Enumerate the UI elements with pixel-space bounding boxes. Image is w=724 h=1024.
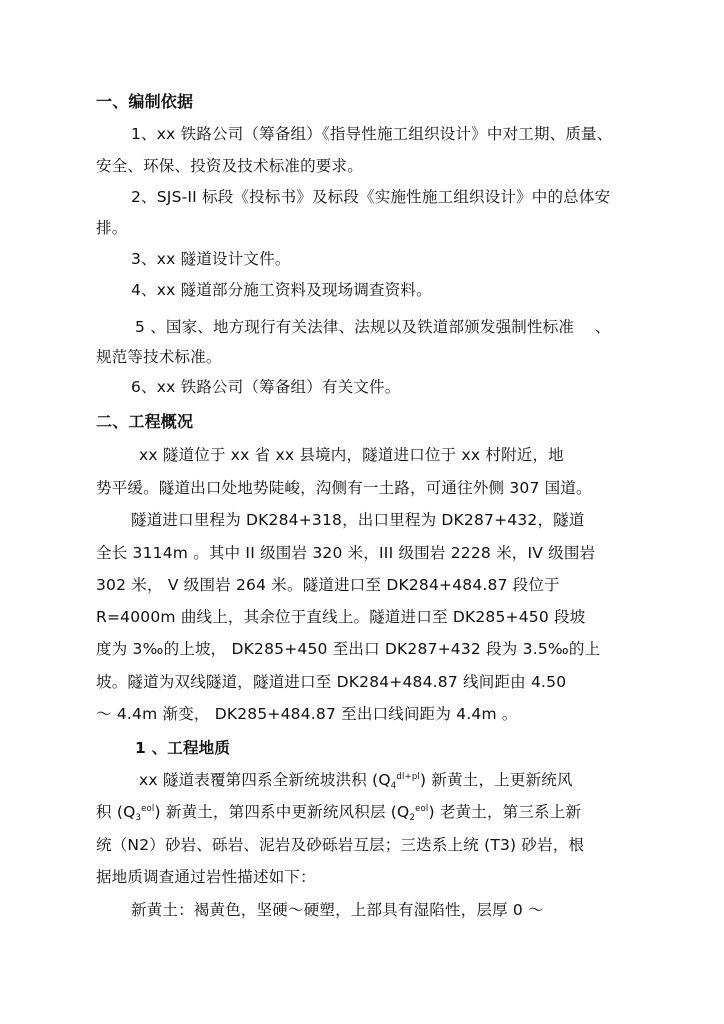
section-heading-overview: 二、工程概况 — [96, 412, 194, 431]
geology-line-5: 新黄土：褐黄色，坚硬～硬塑，上部具有湿陷性，层厚 0 ～ — [131, 901, 544, 919]
geology-line-2-text-c: ) 老黄土，第三系上新 — [428, 803, 582, 821]
geology-subscript: 2 — [409, 813, 416, 823]
basis-item-2-line-1: 2、SJS-II 标段《投标书》及标段《实施性施工组织设计》中的总体安 — [131, 188, 611, 206]
overview-para-1-line-2: 势平缓。隧道出口处地势陡峻，沟侧有一土路，可通往外侧 307 国道。 — [96, 479, 592, 497]
geology-line-2 — [96, 802, 581, 822]
overview-para-2-line-5: 度为 3‰的上坡， DK285+450 至出口 DK287+432 段为 3.5‰的上 — [96, 640, 601, 658]
basis-item-3: 3、xx 隧道设计文件。 — [131, 250, 291, 268]
overview-para-2-line-1: 隧道进口里程为 DK284+318，出口里程为 DK287+432，隧道 — [131, 511, 585, 529]
geology-superscript: eol — [141, 804, 155, 814]
section-heading-basis: 一、编制依据 — [96, 92, 194, 111]
geology-line-4: 据地质调查通过岩性描述如下： — [96, 868, 316, 886]
geology-superscript: eol — [415, 804, 429, 814]
basis-item-4: 4、xx 隧道部分施工资料及现场调查资料。 — [131, 281, 432, 299]
geology-line-3: 统（N2）砂岩、砾岩、泥岩及砂砾岩互层；三迭系上统 (T3) 砂岩，根 — [96, 836, 585, 854]
overview-para-2-line-3: 302 米， V 级围岩 264 米。隧道进口至 DK284+484.87 段位于 — [96, 576, 560, 594]
geology-line-1-text-b: ) 新黄土，上更新统风 — [420, 771, 573, 789]
geology-line-2-text-b: ) 新黄土，第四系中更新统风积层 (Q — [154, 803, 410, 821]
basis-item-1-line-2: 安全、环保、投资及技术标准的要求。 — [96, 157, 363, 175]
geology-line-1-text-a: xx 隧道表覆第四系全新统坡洪积 (Q — [139, 771, 391, 789]
geology-line-1 — [139, 770, 573, 790]
overview-para-2-line-7: ～ 4.4m 渐变， DK285+484.87 至出口线间距为 4.4m 。 — [96, 705, 518, 723]
basis-item-1-line-1: 1、xx 铁路公司（筹备组）《指导性施工组织设计》中对工期、质量、 — [131, 125, 613, 143]
overview-para-1-line-1: xx 隧道位于 xx 省 xx 县境内，隧道进口位于 xx 村附近，地 — [139, 446, 564, 464]
overview-para-2-line-6: 坡。隧道为双线隧道，隧道进口至 DK284+484.87 线间距由 4.50 — [96, 673, 567, 691]
basis-item-2-line-2: 排。 — [96, 219, 128, 237]
basis-item-5-line-2: 规范等技术标准。 — [96, 348, 222, 366]
geology-subscript: 3 — [135, 813, 142, 823]
basis-item-6: 6、xx 铁路公司（筹备组）有关文件。 — [131, 378, 401, 396]
basis-item-5-line-1: 5 、国家、地方现行有关法律、法规以及铁道部颁发强制性标准 、 — [135, 318, 611, 336]
geology-superscript: dl+pl — [396, 772, 420, 782]
geology-subscript: 4 — [390, 781, 397, 791]
overview-para-2-line-4: R=4000m 曲线上，其余位于直线上。隧道进口至 DK285+450 段坡 — [96, 608, 586, 626]
geology-line-2-text-a: 积 (Q — [96, 803, 136, 821]
overview-para-2-line-2: 全长 3114m 。其中 II 级围岩 320 米，III 级围岩 2228 米，IV 级围岩 — [96, 544, 596, 562]
subsection-heading-geology: 1 、工程地质 — [135, 739, 231, 757]
